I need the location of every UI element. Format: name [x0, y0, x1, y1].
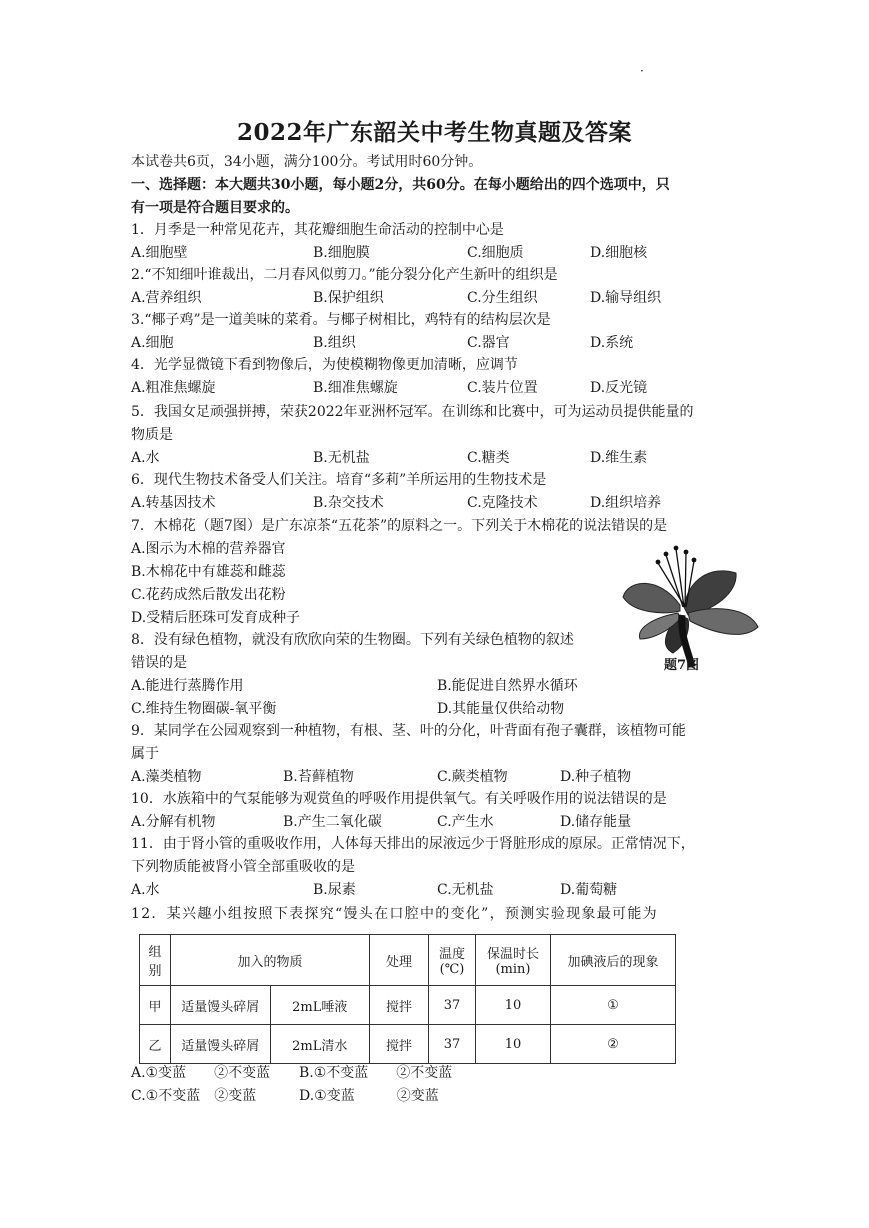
q8-option-a: A.能进行蒸腾作用 — [131, 678, 244, 694]
header-treatment: 处理 — [370, 935, 429, 986]
page-title: 2022年广东韶关中考生物真题及答案 — [236, 119, 632, 146]
question-3-stem: 3.“椰子鸡”是一道美味的菜肴。与椰子树相比，鸡特有的结构层次是 — [131, 312, 551, 328]
question-6-stem: 6．现代生物技术备受人们关注。培育“多莉”羊所运用的生物技术是 — [131, 472, 547, 488]
cell-liquid: 2mL唾液 — [270, 986, 370, 1025]
q11-option-a: A.水 — [131, 882, 160, 898]
q2-option-c: C.分生组织 — [467, 290, 538, 306]
question-4-stem: 4．光学显微镜下看到物像后，为使模糊物像更加清晰，应调节 — [131, 357, 518, 373]
cell-treatment: 搅拌 — [370, 1025, 429, 1064]
question-7-stem: 7．木棉花（题7图）是广东凉茶“五花茶”的原料之一。下列关于木棉花的说法错误的是 — [131, 518, 668, 534]
header-duration: 保温时长 (min) — [476, 935, 551, 986]
q12-option-d: D.①变蓝 ②变蓝 — [299, 1088, 439, 1104]
q10-option-d: D.储存能量 — [560, 814, 632, 830]
q7-option-c: C.花药成然后散发出花粉 — [131, 587, 286, 603]
q7-option-b: B.木棉花中有雄蕊和雌蕊 — [131, 564, 286, 580]
q1-option-a: A.细胞壁 — [131, 245, 188, 261]
section-heading-line2: 有一项是符合题目要求的。 — [131, 200, 299, 216]
cell-group: 乙 — [140, 1025, 171, 1064]
q7-option-d: D.受精后胚珠可发育成种子 — [131, 610, 301, 626]
q2-option-b: B.保护组织 — [313, 290, 384, 306]
q3-option-a: A.细胞 — [131, 335, 174, 351]
question-11-stem-line1: 11．由于肾小管的重吸收作用，人体每天排出的尿液远少于肾脏形成的原尿。正常情况下， — [131, 836, 695, 852]
question-11-stem-line2: 下列物质能被肾小管全部重吸收的是 — [131, 859, 355, 875]
q9-option-d: D.种子植物 — [560, 769, 632, 785]
question-9-stem-line1: 9．某同学在公园观察到一种植物，有根、茎、叶的分化，叶背面有孢子囊群，该植物可能 — [131, 723, 686, 739]
q1-option-d: D.细胞核 — [590, 245, 648, 261]
cell-liquid: 2mL清水 — [270, 1025, 370, 1064]
header-mark: · — [640, 64, 644, 78]
q9-option-a: A.藻类植物 — [131, 769, 202, 785]
q5-option-d: D.维生素 — [590, 450, 648, 466]
q11-option-b: B.尿素 — [313, 882, 356, 898]
figure-caption: 题7图 — [664, 658, 700, 673]
q11-option-d: D.葡萄糖 — [560, 882, 618, 898]
q6-option-c: C.克隆技术 — [467, 495, 538, 511]
q12-option-c: C.①不变蓝 ②变蓝 — [131, 1088, 257, 1104]
cell-temperature: 37 — [429, 986, 476, 1025]
cell-substance: 适量馒头碎屑 — [171, 986, 271, 1025]
cell-result: ① — [551, 986, 676, 1025]
question-8-stem-line2: 错误的是 — [131, 655, 187, 671]
q10-option-c: C.产生水 — [437, 814, 494, 830]
q1-option-b: B.细胞膜 — [313, 245, 370, 261]
q5-option-a: A.水 — [131, 450, 160, 466]
q12-option-b: B.①不变蓝 ②不变蓝 — [299, 1065, 453, 1081]
cell-temperature: 37 — [429, 1025, 476, 1064]
cell-result: ② — [551, 1025, 676, 1064]
q9-option-b: B.苔藓植物 — [283, 769, 354, 785]
question-5-stem-line1: 5．我国女足顽强拼搏，荣获2022年亚洲杯冠军。在训练和比赛中，可为运动员提供能量的 — [131, 404, 694, 420]
question-10-stem: 10．水族箱中的气泵能够为观赏鱼的呼吸作用提供氧气。有关呼吸作用的说法错误的是 — [131, 791, 667, 807]
q8-option-b: B.能促进自然界水循环 — [437, 678, 578, 694]
cell-substance: 适量馒头碎屑 — [171, 1025, 271, 1064]
table-header-row — [140, 935, 676, 986]
header-result: 加碘液后的现象 — [551, 935, 676, 986]
q7-option-a: A.图示为木棉的营养器官 — [131, 541, 286, 557]
q5-option-c: C.糖类 — [467, 450, 510, 466]
q1-option-c: C.细胞质 — [467, 245, 524, 261]
q4-option-a: A.粗准焦螺旋 — [131, 380, 216, 396]
question-2-stem: 2.“不知细叶谁裁出，二月春风似剪刀。”能分裂分化产生新叶的组织是 — [131, 267, 558, 283]
question-12-stem: 12．某兴趣小组按照下表探究“馒头在口腔中的变化”，预测实验现象最可能为 — [131, 906, 658, 922]
q10-option-a: A.分解有机物 — [131, 814, 216, 830]
q2-option-d: D.输导组织 — [590, 290, 662, 306]
exam-intro: 本试卷共6页，34小题，满分100分。考试用时60分钟。 — [131, 154, 483, 170]
question-5-stem-line2: 物质是 — [131, 427, 173, 443]
q3-option-b: B.组织 — [313, 335, 356, 351]
q3-option-c: C.器官 — [467, 335, 510, 351]
header-temperature: 温度 (℃) — [429, 935, 476, 986]
q6-option-a: A.转基因技术 — [131, 495, 216, 511]
question-8-stem-line1: 8．没有绿色植物，就没有欣欣向荣的生物圈。下列有关绿色植物的叙述 — [131, 632, 574, 648]
header-substance: 加入的物质 — [171, 935, 370, 986]
q11-option-c: C.无机盐 — [437, 882, 494, 898]
q6-option-b: B.杂交技术 — [313, 495, 384, 511]
q2-option-a: A.营养组织 — [131, 290, 202, 306]
table-row — [140, 986, 676, 1025]
q9-option-c: C.蕨类植物 — [437, 769, 508, 785]
q10-option-b: B.产生二氧化碳 — [283, 814, 382, 830]
q6-option-d: D.组织培养 — [590, 495, 662, 511]
q4-option-d: D.反光镜 — [590, 380, 648, 396]
q8-option-d: D.其能量仅供给动物 — [437, 701, 565, 717]
section-heading-line1: 一、选择题：本大题共30小题，每小题2分，共60分。在每小题给出的四个选项中，只 — [131, 177, 670, 193]
table-row — [140, 1025, 676, 1064]
header-group: 组 别 — [140, 935, 171, 986]
q3-option-d: D.系统 — [590, 335, 634, 351]
q5-option-b: B.无机盐 — [313, 450, 370, 466]
cell-treatment: 搅拌 — [370, 986, 429, 1025]
question-1-stem: 1．月季是一种常见花卉，其花瓣细胞生命活动的控制中心是 — [131, 222, 504, 238]
cell-duration: 10 — [476, 1025, 551, 1064]
experiment-table — [139, 934, 676, 1064]
q4-option-b: B.细准焦螺旋 — [313, 380, 398, 396]
q4-option-c: C.装片位置 — [467, 380, 538, 396]
q8-option-c: C.维持生物圈碳-氧平衡 — [131, 701, 277, 717]
cell-group: 甲 — [140, 986, 171, 1025]
question-9-stem-line2: 属于 — [131, 746, 159, 762]
q12-option-a: A.①变蓝 ②不变蓝 — [131, 1065, 271, 1081]
cell-duration: 10 — [476, 986, 551, 1025]
